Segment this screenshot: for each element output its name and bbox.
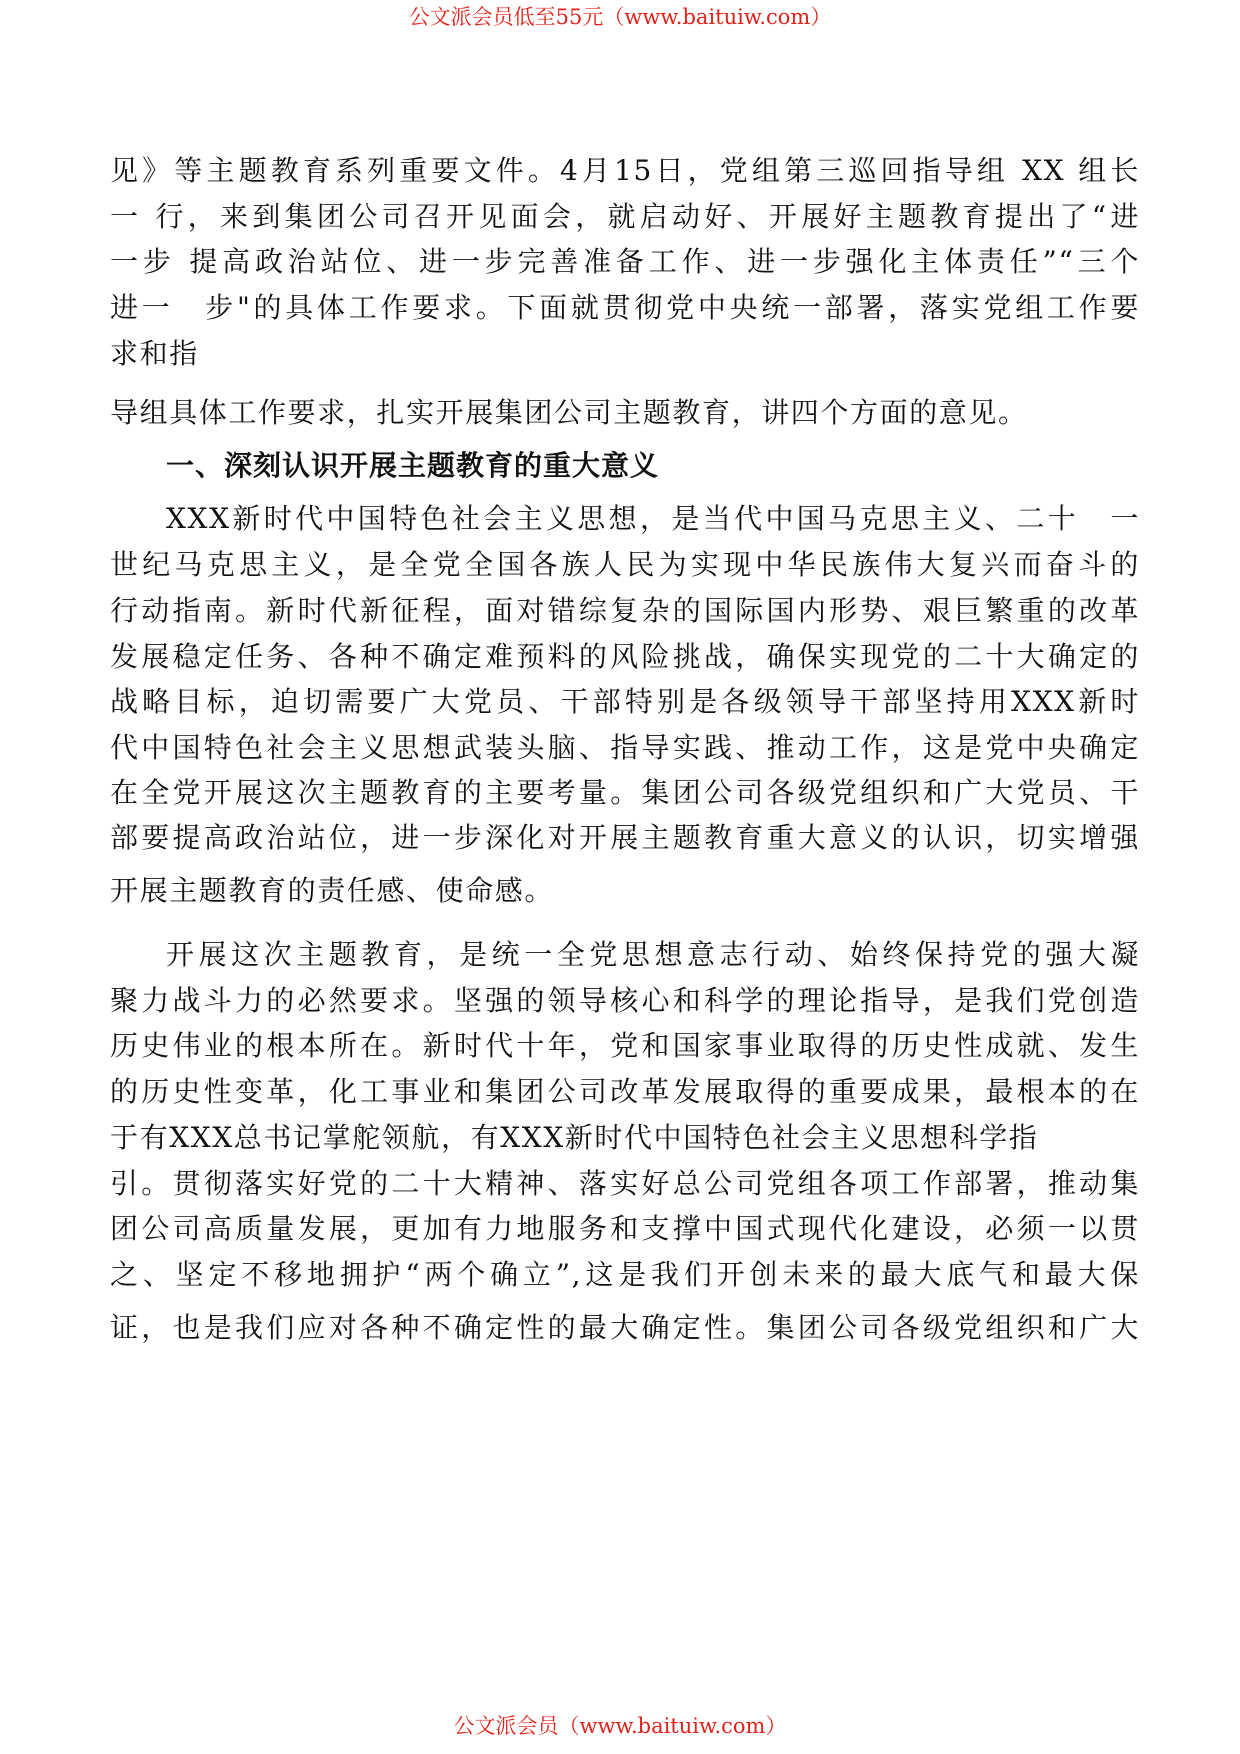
body-line: 之、坚定不移地拥护“两个确立”,这是我们开创未来的最大底气和最大保 — [110, 1258, 1140, 1291]
body-line: 于有XXX总书记掌舵领航，有XXX新时代中国特色社会主义思想科学指 — [110, 1121, 1039, 1154]
body-line: 一 行，来到集团公司召开见面会，就启动好、开展好主题教育提出了“进 — [110, 200, 1140, 233]
body-line: 世纪马克思主义，是全党全国各族人民为实现中华民族伟大复兴而奋斗的 — [110, 548, 1140, 581]
body-line: 聚力战斗力的必然要求。坚强的领导核心和科学的理论指导，是我们党创造 — [110, 984, 1140, 1017]
body-line: 行动指南。新时代新征程，面对错综复杂的国际国内形势、艰巨繁重的改革 — [110, 594, 1140, 627]
body-line: 导组具体工作要求，扎实开展集团公司主题教育，讲四个方面的意见。 — [110, 396, 1028, 429]
body-line: 见》等主题教育系列重要文件。4月15日，党组第三巡回指导组 XX 组长 — [110, 154, 1140, 187]
paragraph-first-line: XXX新时代中国特色社会主义思想，是当代中国马克思主义、二十 一 — [166, 502, 1140, 535]
body-line: 证，也是我们应对各种不确定性的最大确定性。集团公司各级党组织和广大 — [110, 1311, 1140, 1344]
body-line: 历史伟业的根本所在。新时代十年，党和国家事业取得的历史性成就、发生 — [110, 1029, 1140, 1062]
paragraph-first-line: 开展这次主题教育，是统一全党思想意志行动、始终保持党的强大凝 — [166, 938, 1140, 971]
body-line: 代中国特色社会主义思想武装头脑、指导实践、推动工作，这是党中央确定 — [110, 731, 1140, 764]
body-line: 开展主题教育的责任感、使命感。 — [110, 874, 555, 907]
body-line: 一步 提高政治站位、进一步完善准备工作、进一步强化主体责任”“三个 — [110, 245, 1140, 278]
footer-watermark[interactable]: 公文派会员（www.baituiw.com） — [453, 1714, 787, 1738]
body-line: 的历史性变革，化工事业和集团公司改革发展取得的重要成果，最根本的在 — [110, 1075, 1140, 1108]
body-line: 进一 步"的具体工作要求。下面就贯彻党中央统一部署，落实党组工作要 — [110, 291, 1140, 324]
body-line: 战略目标，迫切需要广大党员、干部特别是各级领导干部坚持用XXX新时 — [110, 685, 1140, 718]
body-line: 团公司高质量发展，更加有力地服务和支撑中国式现代化建设，必须一以贯 — [110, 1212, 1140, 1245]
body-line: 发展稳定任务、各种不确定难预料的风险挑战，确保实现党的二十大确定的 — [110, 640, 1140, 673]
body-line: 求和指 — [110, 337, 199, 370]
body-line: 引。贯彻落实好党的二十大精神、落实好总公司党组各项工作部署，推动集 — [110, 1167, 1140, 1200]
header-watermark[interactable]: 公文派会员低至55元（www.baituiw.com） — [408, 5, 832, 29]
body-line: 在全党开展这次主题教育的主要考量。集团公司各级党组织和广大党员、干 — [110, 776, 1140, 809]
section-heading: 一、深刻认识开展主题教育的重大意义 — [166, 449, 660, 482]
body-line: 部要提高政治站位，进一步深化对开展主题教育重大意义的认识，切实增强 — [110, 821, 1140, 854]
